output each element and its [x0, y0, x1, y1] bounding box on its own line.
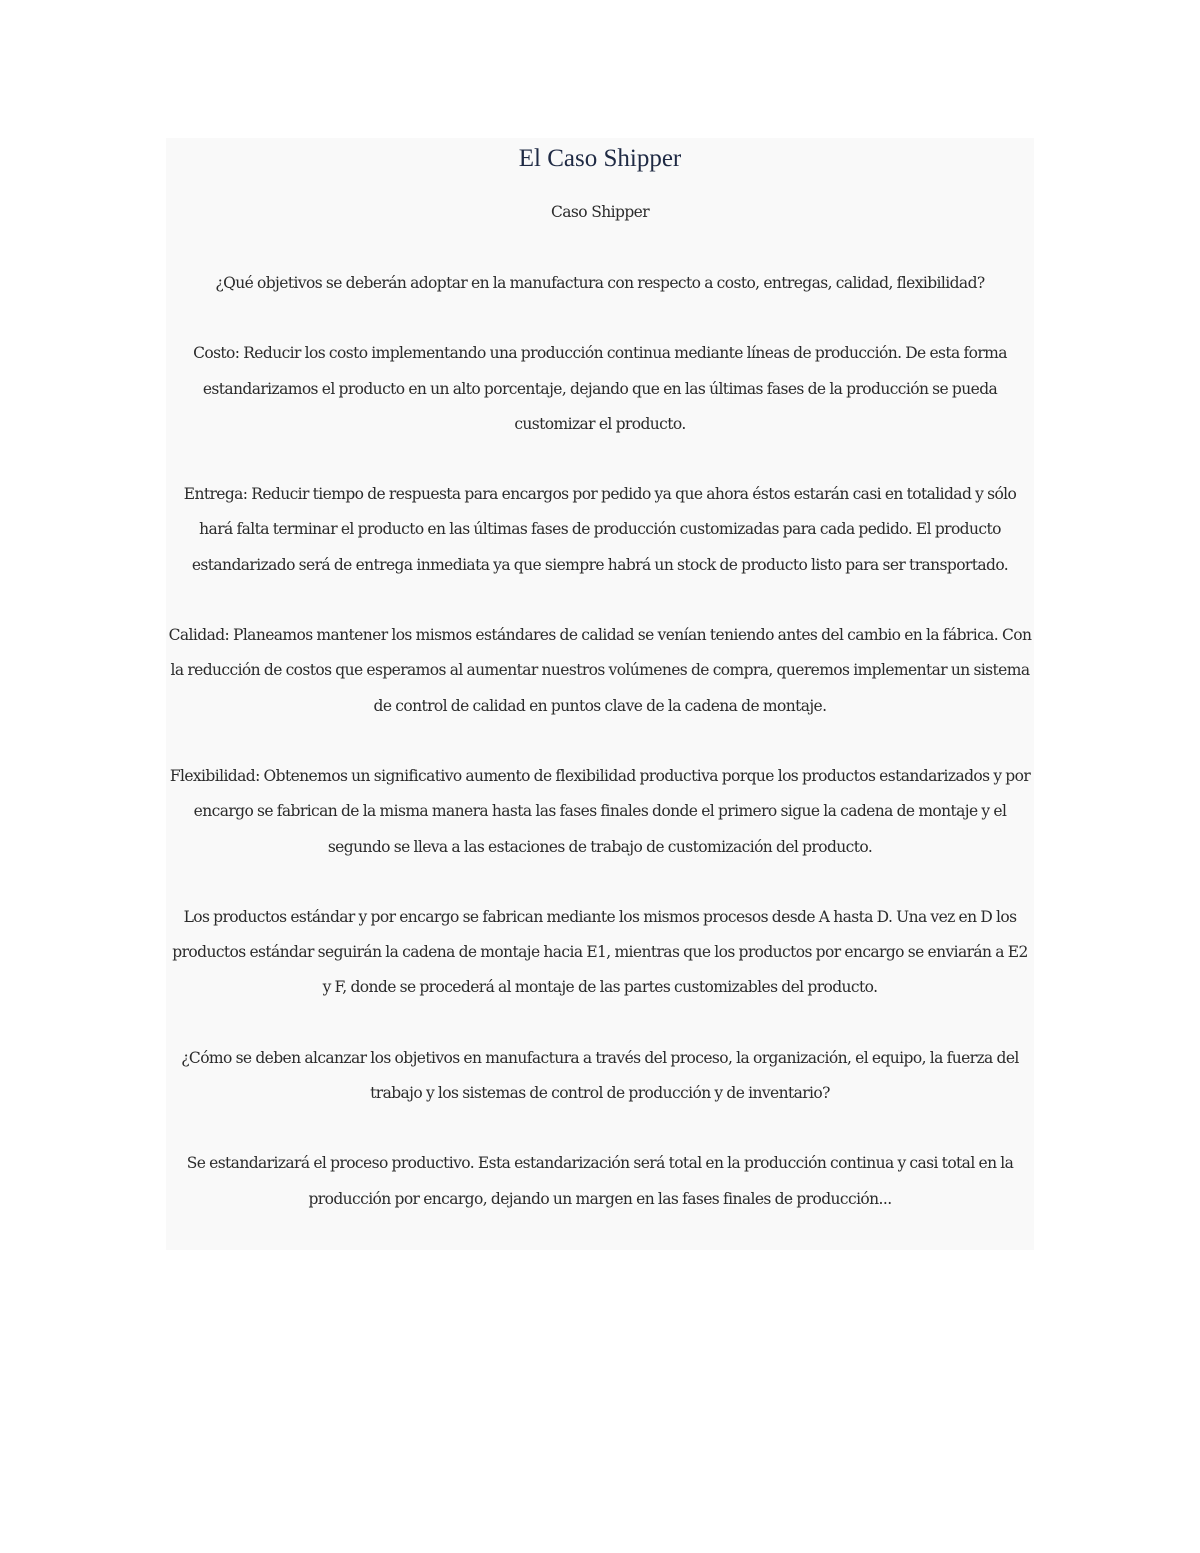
paragraph-entrega: Entrega: Reducir tiempo de respuesta para encargos por pedido ya que ahora éstos estarán casi en totalidad y sólo hará falta terminar el producto en las últimas fases de producción customizadas para cada pedido. El producto estandarizado será de entrega inmediata ya que siempre habrá un stock de producto listo para ser transportado. [183, 485, 1017, 574]
paragraph-estandarizacion: Se estandarizará el proceso productivo. Esta estandarización será total en la producción continua y casi total en la producción por encargo, dejando un margen en las fases finales de producción... [186, 1154, 1014, 1208]
paragraph-costo: Costo: Reducir los costo implementando una producción continua mediante líneas de producción. De esta forma estandarizamos el producto en un alto porcentaje, dejando que en las últimas fases de la producción se pueda customizar el producto. [193, 344, 1007, 433]
document-title: El Caso Shipper [518, 145, 682, 172]
document-subtitle: Caso Shipper [550, 203, 650, 221]
document-panel [166, 138, 1034, 1250]
paragraph-flexibilidad: Flexibilidad: Obtenemos un significativo aumento de flexibilidad productiva porque los productos estandarizados y por encargo se fabrican de la misma manera hasta las fases finales donde el primero sigue la cadena de montaje y el segundo se lleva a las estaciones de trabajo de customización del producto. [169, 766, 1031, 856]
paragraph-procesos: Los productos estándar y por encargo se fabrican mediante los mismos procesos desde A hasta D. Una vez en D los productos estándar seguirán la cadena de montaje hacia E1, mientras que los productos por encargo se enviarán a E2 y F, donde se procederá al montaje de las partes customizables del producto. [172, 907, 1028, 997]
question-alcanzar-objetivos: ¿Cómo se deben alcanzar los objetivos en manufactura a través del proceso, la organización, el equipo, la fuerza del trabajo y los sistemas de control de producción y de inventario? [181, 1048, 1019, 1103]
question-objectives: ¿Qué objetivos se deberán adoptar en la manufactura con respecto a costo, entregas, calidad, flexibilidad? [215, 274, 985, 292]
paragraph-calidad: Calidad: Planeamos mantener los mismos estándares de calidad se venían teniendo antes del cambio en la fábrica. Con la reducción de costos que esperamos al aumentar nuestros volúmenes de compra, queremos implementar un sistema de control de calidad en puntos clave de la cadena de montaje. [168, 626, 1032, 715]
